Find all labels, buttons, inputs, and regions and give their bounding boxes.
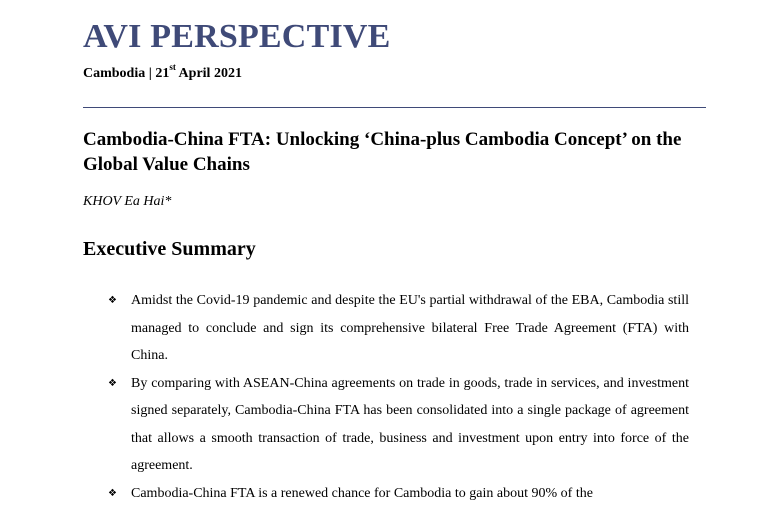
article-title: Cambodia-China FTA: Unlocking ‘China-plus Cambodia Concept’ on the Global Value Chains	[83, 127, 703, 177]
diamond-bullet-icon: ❖	[108, 481, 117, 507]
country-label: Cambodia	[83, 66, 145, 81]
list-item	[108, 480, 689, 507]
bullet-text: Cambodia-China FTA is a renewed chance for Cambodia to gain about 90% of the	[131, 480, 689, 507]
list-item	[108, 287, 689, 370]
brand-title: AVI PERSPECTIVE	[83, 17, 391, 57]
list-item	[108, 370, 689, 480]
bullet-text: Amidst the Covid-19 pandemic and despite the EU's partial withdrawal of the EBA, Cambodia still managed to conclude and sign its comprehensive bilateral Free Trade Agreement (FTA) with China.	[131, 287, 689, 370]
diamond-bullet-icon: ❖	[108, 371, 117, 397]
header-divider	[83, 107, 706, 108]
author-name: KHOV Ea Hai*	[83, 193, 171, 211]
date-month-year: April 2021	[176, 66, 242, 81]
date-day: 21	[155, 66, 169, 81]
section-heading-executive-summary: Executive Summary	[83, 236, 256, 262]
diamond-bullet-icon: ❖	[108, 288, 117, 314]
summary-bullet-list	[108, 287, 689, 507]
date-suffix: st	[169, 62, 176, 72]
bullet-text: By comparing with ASEAN-China agreements on trade in goods, trade in services, and investment signed separately, Cambodia-China FTA has been consolidated into a single package of agreement that allows a smooth transaction of trade, business and investment upon entry into force of the agreement.	[131, 370, 689, 480]
dateline-separator: |	[145, 66, 155, 81]
dateline	[83, 65, 242, 83]
